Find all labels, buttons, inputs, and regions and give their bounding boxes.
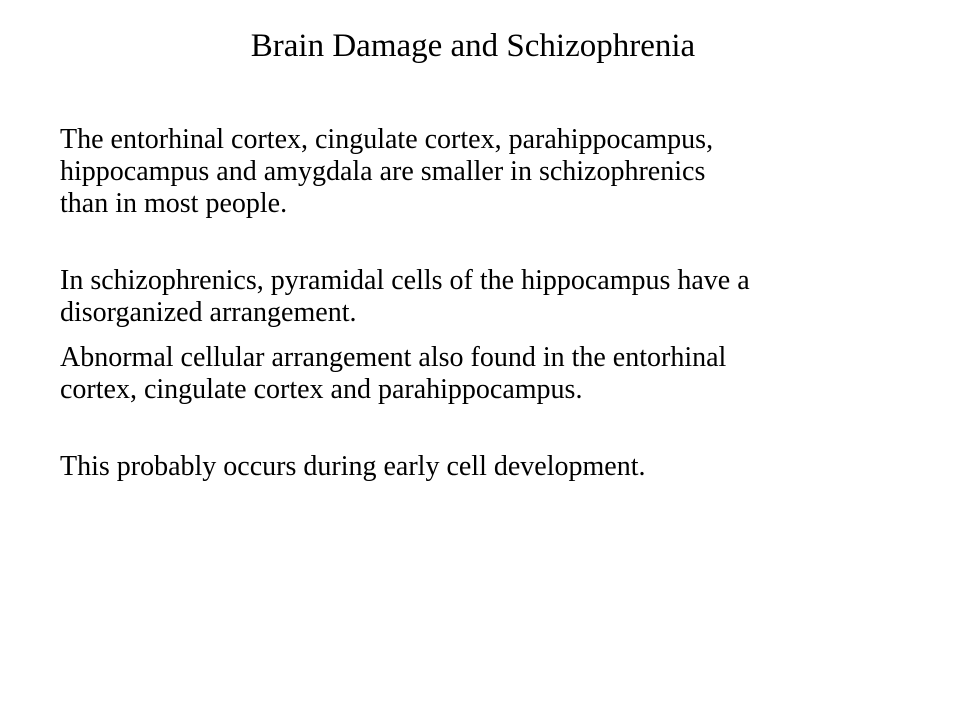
- paragraph-pyramidal-cells: [60, 265, 920, 329]
- text-line: hippocampus and amygdala are smaller in schizophrenics: [60, 156, 706, 187]
- text-line: Abnormal cellular arrangement also found in the entorhinal: [60, 342, 727, 373]
- text-line: The entorhinal cortex, cingulate cortex, parahippocampus,: [60, 124, 714, 155]
- text-line: disorganized arrangement.: [60, 297, 357, 328]
- paragraph-abnormal-arrangement: [60, 342, 920, 406]
- text-line: In schizophrenics, pyramidal cells of the hippocampus have a: [60, 265, 750, 296]
- paragraph-brain-regions: [60, 124, 920, 220]
- slide-title: Brain Damage and Schizophrenia: [250, 28, 696, 64]
- slide-body: [60, 124, 920, 483]
- paragraph-development: [60, 451, 920, 483]
- text-line: cortex, cingulate cortex and parahippocampus.: [60, 374, 583, 405]
- text-line: This probably occurs during early cell development.: [60, 451, 646, 482]
- text-line: than in most people.: [60, 188, 288, 219]
